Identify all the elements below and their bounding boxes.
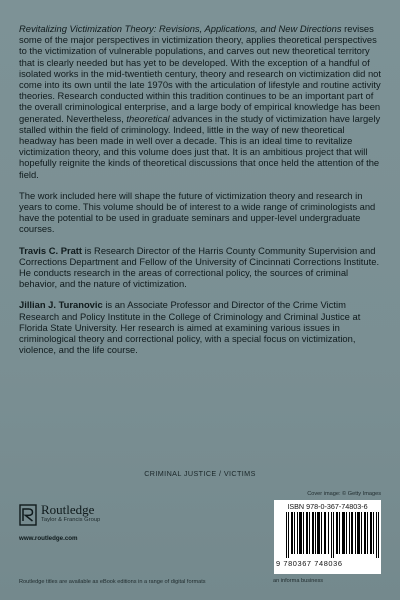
cover-image-credit: Cover image: © Getty Images xyxy=(307,491,381,497)
informa-tagline: an informa business xyxy=(273,578,324,584)
isbn: ISBN 978-0-367-74803-6 xyxy=(287,502,368,511)
routledge-logo-icon xyxy=(19,504,37,526)
cover-text xyxy=(19,23,381,365)
author-bio-2 xyxy=(19,299,381,355)
author-name: Travis C. Pratt xyxy=(19,244,83,256)
publisher-url[interactable]: www.routledge.com xyxy=(19,535,78,542)
barcode-panel xyxy=(274,500,381,574)
author-bio-1 xyxy=(19,245,381,290)
barcode-icon xyxy=(286,512,379,558)
book-title: Revitalizing Victimization Theory: Revisions, Applications, and New Directions xyxy=(19,23,342,34)
description-paragraph-1 xyxy=(19,23,381,180)
description-text: revises some of the major perspectives in victimization theory, applies theoretical perspectives to the victimization of vulnerable populations, and carves out new theoretical territory that is clearly needed but has yet to be developed. With the exception of a handful of isolated works in the mid-twentieth century, theory and research on victimization did not come into its own until the late 1970s with the articulation of lifestyle and routine activity theories. Research conducted within this tradition continues to be an important part of the overall criminological enterprise, and a large body of empirical knowledge has been generated. Nevertheless, xyxy=(19,23,381,124)
barcode-number: 9 780367 748036 xyxy=(276,559,343,568)
description-text-end: advances in the study of victimization have largely stalled within the field of criminology. Indeed, little in the way of new theoretical headway has been made in well over a decade. This is an ideal time to revitalize victimization theory, and this volume does just that. It is an ambitious project that will hopefully reignite the kinds of theoretical discussions that once held the attention of the field. xyxy=(19,112,381,180)
author-name: Jillian J. Turanovic xyxy=(19,299,103,311)
author-bio-text: is Research Director of the Harris County Community Supervision and Corrections Department and Fellow of the University of Cincinnati Corrections Institute. He conducts research in the areas of correctional policy, the sources of criminal behavior, and the nature of victimization. xyxy=(19,244,380,290)
subject-category: CRIMINAL JUSTICE / VICTIMS xyxy=(144,469,256,478)
ebook-note: Routledge titles are available as eBook editions in a range of digital formats xyxy=(19,579,206,585)
publisher-logo xyxy=(19,502,169,552)
description-paragraph-2: The work included here will shape the future of victimization theory and research in years to come. This volume should be of interest to a wide range of criminologists and have the potential to be used in graduate seminars and upper-level undergraduate courses. xyxy=(19,189,376,235)
description-italic-word: theoretical xyxy=(126,112,170,124)
author-bio-text: is an Associate Professor and Director of the Crime Victim Research and Policy Institute in the College of Criminology and Criminal Justice at Florida State University. Her research is aimed at examining various issues in criminological theory and correctional policy, with a special focus on victimization, violence, and the life course. xyxy=(19,299,361,356)
publisher-name: Routledge xyxy=(41,502,95,517)
publisher-group: Taylor & Francis Group xyxy=(41,517,101,523)
